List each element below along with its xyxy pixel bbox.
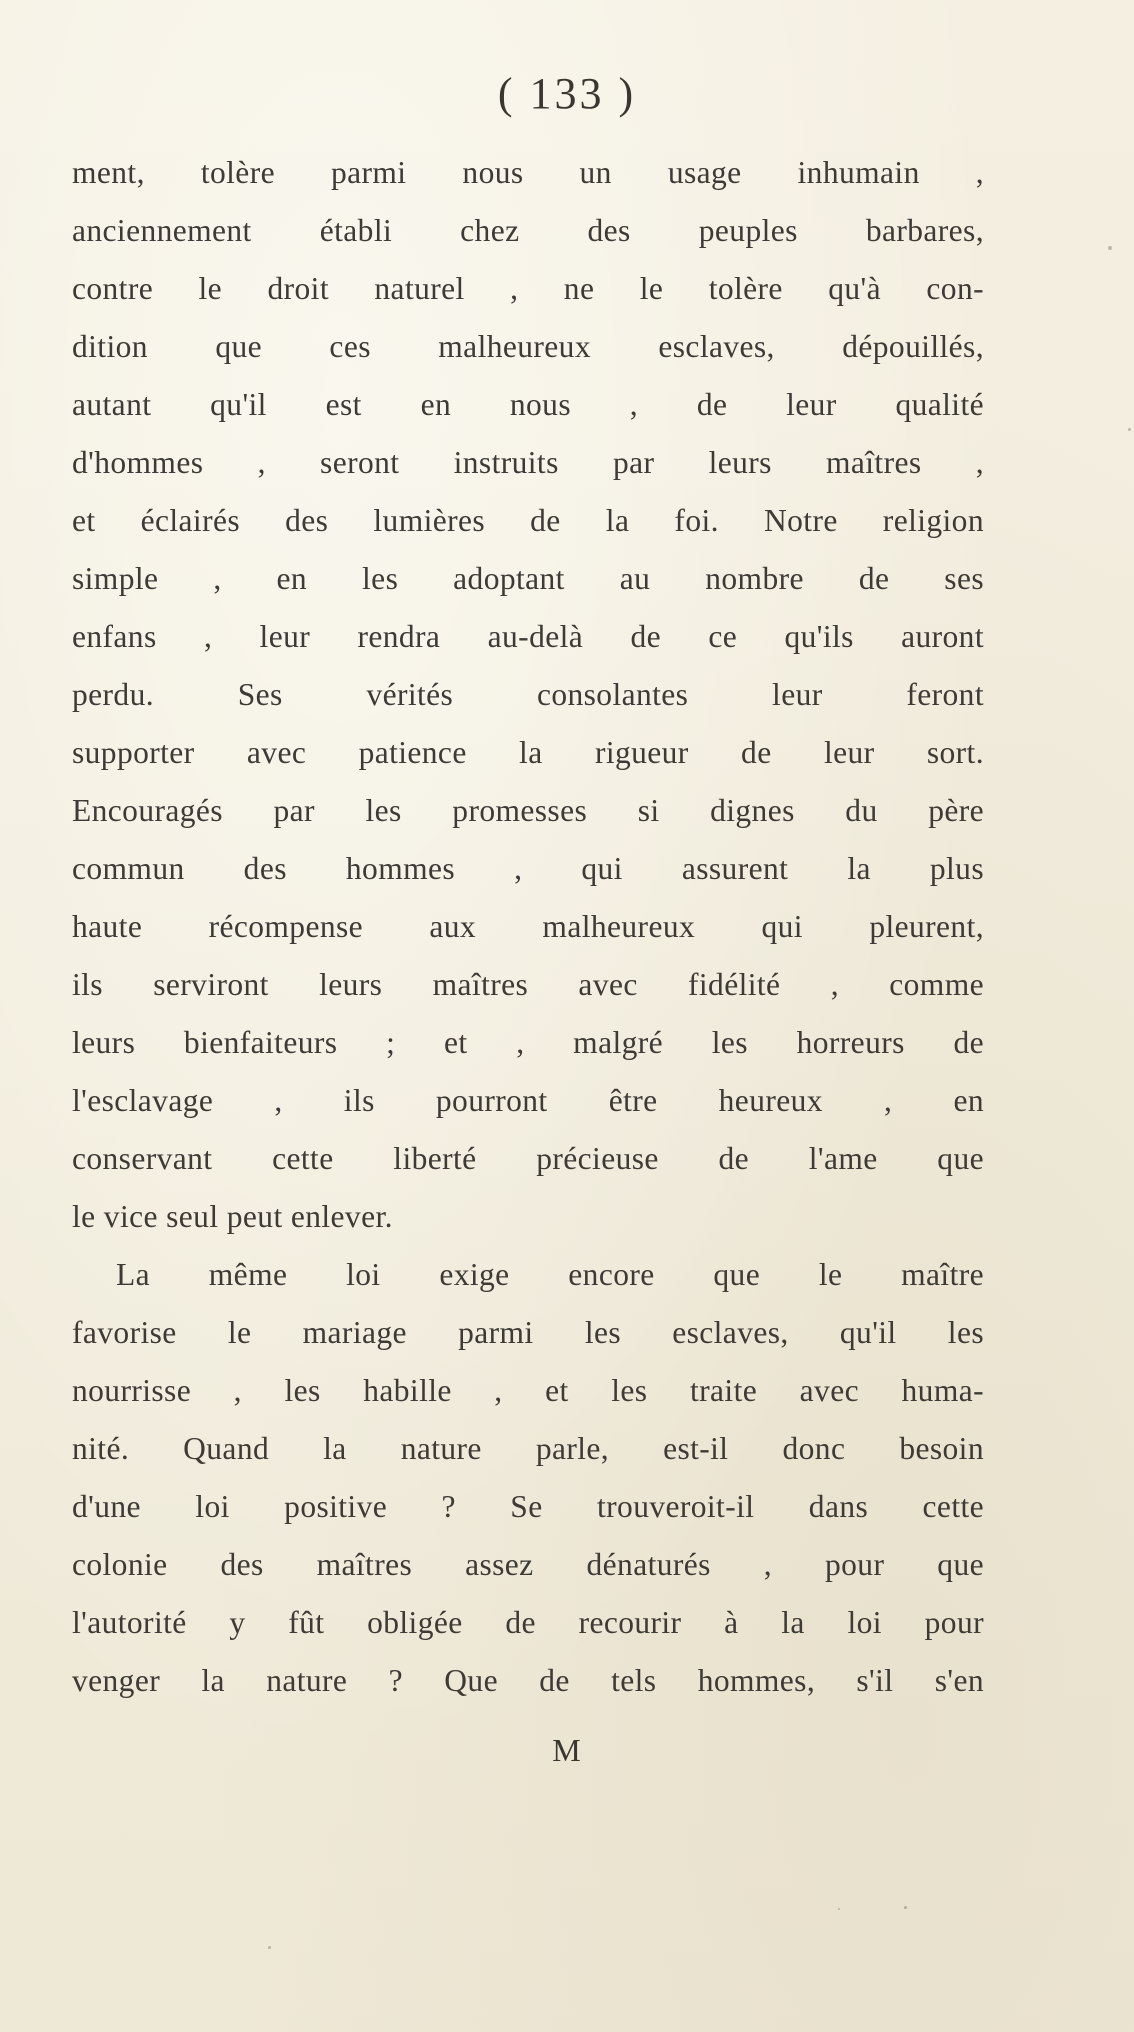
text-line: venger la nature ? Que de tels hommes, s'il s'en: [72, 1663, 984, 1698]
text-line: haute récompense aux malheureux qui pleurent,: [72, 909, 984, 944]
paper-speck: [904, 1906, 907, 1909]
text-line: perdu. Ses vérités consolantes leur feront: [72, 677, 984, 712]
paper-speck: [1128, 428, 1131, 431]
paper-speck: [1108, 246, 1112, 250]
text-line: simple , en les adoptant au nombre de ses: [72, 561, 984, 596]
text-line: et éclairés des lumières de la foi. Notre religion: [72, 503, 984, 538]
text-line: leurs bienfaiteurs ; et , malgré les horreurs de: [72, 1025, 984, 1060]
text-line: ment, tolère parmi nous un usage inhumain ,: [72, 155, 984, 190]
signature-mark: M: [552, 1732, 582, 1768]
paper-speck: [268, 1946, 271, 1949]
text-line: enfans , leur rendra au-delà de ce qu'ils auront: [72, 619, 984, 654]
text-line: Encouragés par les promesses si dignes du père: [72, 793, 984, 828]
text-line: ils serviront leurs maîtres avec fidélité , comme: [72, 967, 984, 1002]
text-line: l'autorité y fût obligée de recourir à la loi pour: [72, 1605, 984, 1640]
paragraph-start-line: La même loi exige encore que le maître: [116, 1257, 984, 1292]
text-line: conservant cette liberté précieuse de l'ame que: [72, 1141, 984, 1176]
page-number: ( 133 ): [497, 69, 637, 118]
text-line: d'une loi positive ? Se trouveroit-il dans cette: [72, 1489, 984, 1524]
text-line: nourrisse , les habille , et les traite avec huma-: [72, 1373, 984, 1408]
text-line: nité. Quand la nature parle, est-il donc besoin: [72, 1431, 984, 1466]
text-line: anciennement établi chez des peuples barbares,: [72, 213, 984, 248]
text-line: autant qu'il est en nous , de leur qualité: [72, 387, 984, 422]
text-line: commun des hommes , qui assurent la plus: [72, 851, 984, 886]
text-line: le vice seul peut enlever.: [72, 1199, 393, 1234]
text-line: l'esclavage , ils pourront être heureux , en: [72, 1083, 984, 1118]
text-line: supporter avec patience la rigueur de leur sort.: [72, 735, 984, 770]
text-line: favorise le mariage parmi les esclaves, qu'il les: [72, 1315, 984, 1350]
text-line: dition que ces malheureux esclaves, dépouillés,: [72, 329, 984, 364]
text-line: d'hommes , seront instruits par leurs maîtres ,: [72, 445, 984, 480]
text-line: contre le droit naturel , ne le tolère qu'à con-: [72, 271, 984, 306]
text-line: colonie des maîtres assez dénaturés , pour que: [72, 1547, 984, 1582]
paper-speck: [838, 1908, 840, 1910]
body-text: [72, 144, 984, 1710]
